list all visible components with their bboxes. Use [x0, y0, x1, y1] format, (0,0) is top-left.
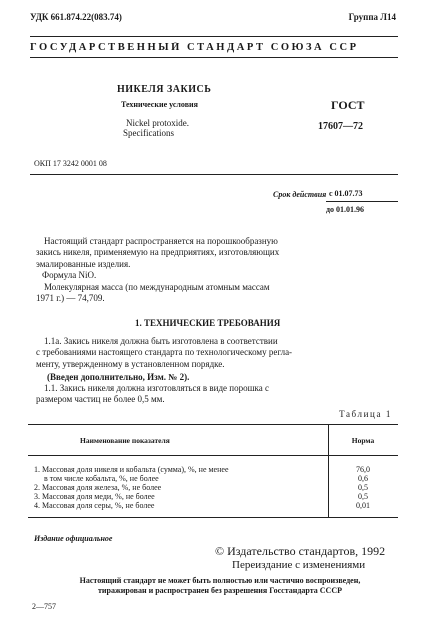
validity-to: до 01.01.96	[326, 205, 365, 214]
clause-1-1a	[36, 336, 292, 370]
group-code: Группа Л14	[348, 12, 396, 22]
folio: 2—757	[32, 602, 56, 611]
product-name-ru: НИКЕЛЯ ЗАКИСЬ	[117, 84, 212, 95]
table-row-name: 1. Массовая доля никеля и кобальта (сумма), %, не менее	[34, 465, 229, 474]
okp-code: ОКП 17 3242 0001 08	[34, 159, 107, 168]
title-rule	[30, 57, 398, 58]
intro-paragraph	[36, 236, 279, 270]
gost-number: 17607—72	[318, 121, 363, 132]
amendment-note: (Введен дополнительно, Изм. № 2).	[47, 372, 190, 382]
table-row-name: 4. Массовая доля серы, %, не более	[34, 501, 155, 510]
intro-line-1: Настоящий стандарт распространяется на порошкообразную	[44, 236, 278, 246]
validity-rule	[326, 201, 398, 202]
table-row-value: 0,01	[356, 501, 370, 510]
table-header-rule	[28, 455, 398, 456]
column-header-name: Наименование показателя	[80, 436, 170, 445]
table-bottom-rule	[28, 517, 398, 518]
udk-code: УДК 661.874.22(083.74)	[30, 12, 122, 22]
table-caption: Таблица 1	[339, 409, 392, 419]
notice-line-1: Настоящий стандарт не может быть полностью или частично воспроизведен,	[79, 576, 361, 585]
validity-label: Срок действия	[273, 190, 327, 199]
table-row-name: в том числе кобальта, %, не более	[44, 474, 159, 483]
table-row-name: 3. Массовая доля меди, %, не более	[34, 492, 155, 501]
gost-label: ГОСТ	[331, 98, 365, 112]
table-row-value: 0,6	[358, 474, 368, 483]
formula: Формула NiO.	[42, 270, 97, 280]
clause-1-1-line-2: размером частиц не более 0,5 мм.	[36, 394, 165, 405]
table-row-name: 2. Массовая доля железа, %, не более	[34, 483, 162, 492]
intro-line-2: закись никеля, применяемую на предприятиях, изготовляющих	[36, 247, 280, 258]
clause-1-1a-line-1: 1.1а. Закись никеля должна быть изготовлена в соответствии	[44, 336, 278, 346]
intro-line-3: эмалированные изделия.	[36, 258, 131, 269]
column-header-norm: Норма	[351, 436, 375, 445]
notice-line-2: тиражирован и распространен без разрешения Госстандарта СССР	[98, 586, 342, 595]
edition-label: Издание официальное	[34, 534, 113, 543]
mass-line-2: 1971 г.) — 74,709.	[36, 293, 105, 304]
standard-title: ГОСУДАРСТВЕННЫЙ СТАНДАРТ СОЮЗА ССР	[30, 42, 359, 53]
clause-1-1a-line-3: менту, утвержденному в установленном порядке.	[36, 358, 225, 369]
clause-1-1a-line-2: с требованиями настоящего стандарта по технологическому регла-	[36, 347, 293, 358]
clause-1-1	[36, 383, 269, 406]
copyright-notice	[30, 576, 410, 596]
reprint-note: Переиздание с изменениями	[232, 559, 366, 571]
spec-title-en: Specifications	[123, 128, 174, 138]
okp-rule	[30, 174, 398, 175]
top-rule	[30, 36, 398, 37]
molecular-mass	[36, 282, 270, 305]
table-top-rule	[28, 424, 398, 425]
table-row-value: 0,5	[358, 483, 368, 492]
publisher-copyright: © Издательство стандартов, 1992	[215, 544, 386, 558]
product-name-en: Nickel protoxide.	[126, 118, 189, 128]
section-heading: 1. ТЕХНИЧЕСКИЕ ТРЕБОВАНИЯ	[135, 318, 281, 328]
table-row-value: 76,0	[356, 465, 370, 474]
spec-title-ru: Технические условия	[121, 100, 198, 109]
clause-1-1-line-1: 1.1. Закись никеля должна изготовляться в виде порошка с	[44, 383, 270, 393]
table-row-value: 0,5	[358, 492, 368, 501]
validity-from: с 01.07.73	[329, 189, 363, 198]
mass-line-1: Молекулярная масса (по международным атомным массам	[44, 282, 270, 292]
requirements-table	[28, 424, 398, 517]
